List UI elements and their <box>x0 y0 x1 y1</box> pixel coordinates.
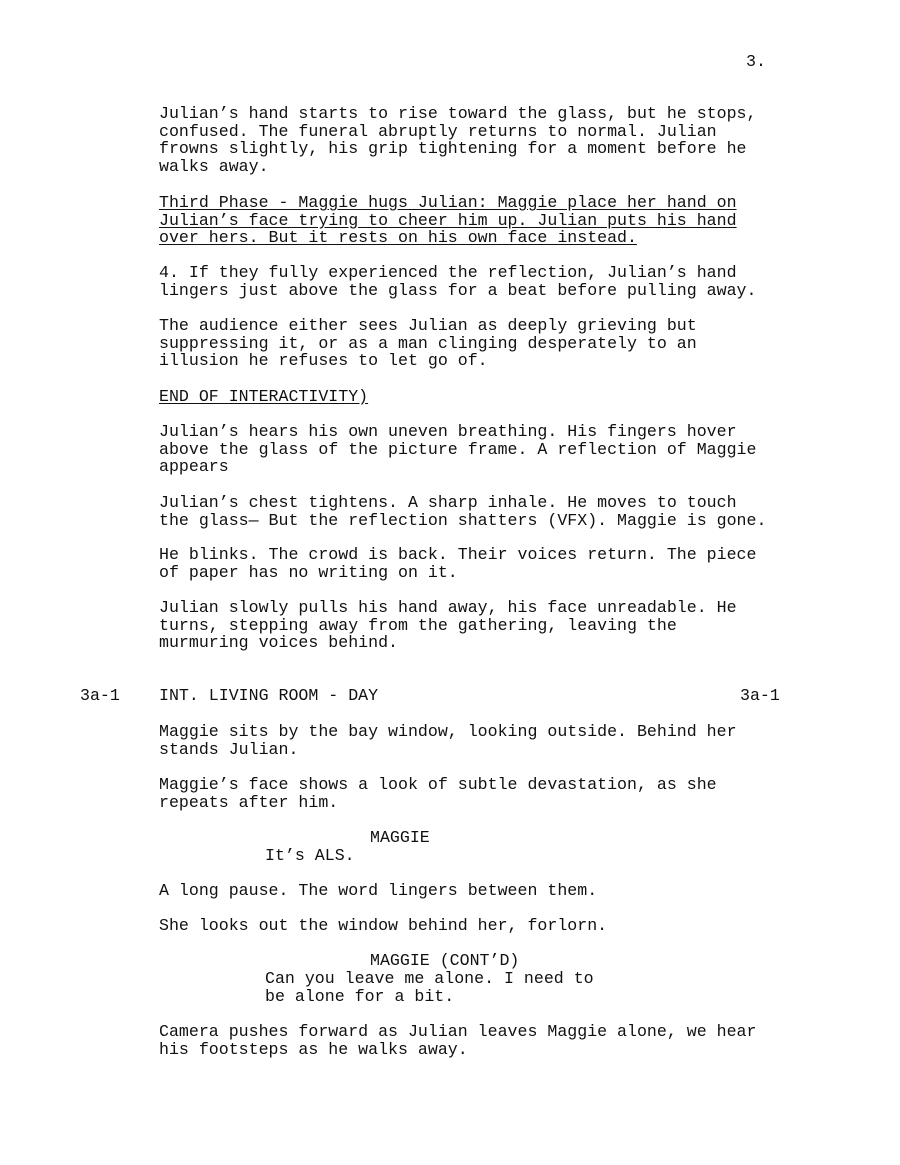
dialogue: It’s ALS. <box>265 846 355 865</box>
action-paragraph: Julian slowly pulls his hand away, his face unreadable. He turns, stepping away from the gathering, leaving the murmuring voices behind. <box>159 598 737 652</box>
action-paragraph: She looks out the window behind her, forlorn. <box>159 916 608 935</box>
end-interactivity-note: END OF INTERACTIVITY) <box>159 387 369 406</box>
action-paragraph: Maggie’s face shows a look of subtle devastation, as she repeats after him. <box>159 775 717 812</box>
phase-note-paragraph: Third Phase - Maggie hugs Julian: Maggie place her hand on Julian’s face trying to cheer him up. Julian puts his hand over hers. But it rests on his own face instead. <box>159 193 737 247</box>
dialogue: Can you leave me alone. I need to be alone for a bit. <box>265 969 594 1006</box>
scene-number-left: 3a-1 <box>80 686 120 705</box>
action-paragraph: A long pause. The word lingers between them. <box>159 881 598 900</box>
character-cue: MAGGIE <box>370 828 430 847</box>
scene-number-right: 3a-1 <box>740 686 780 705</box>
character-cue: MAGGIE (CONT’D) <box>370 951 520 970</box>
action-paragraph: Julian’s hears his own uneven breathing. His fingers hover above the glass of the picture frame. A reflection of Maggie appears <box>159 422 757 476</box>
action-paragraph: Camera pushes forward as Julian leaves Maggie alone, we hear his footsteps as he walks away. <box>159 1022 757 1059</box>
action-paragraph: Maggie sits by the bay window, looking outside. Behind her stands Julian. <box>159 722 737 759</box>
scene-heading: INT. LIVING ROOM - DAY <box>159 686 379 705</box>
action-paragraph: 4. If they fully experienced the reflection, Julian’s hand lingers just above the glass for a beat before pulling away. <box>159 263 757 300</box>
action-paragraph: He blinks. The crowd is back. Their voices return. The piece of paper has no writing on it. <box>159 545 757 582</box>
action-paragraph: The audience either sees Julian as deeply grieving but suppressing it, or as a man clinging desperately to an illusion he refuses to let go of. <box>159 316 697 370</box>
action-paragraph: Julian’s hand starts to rise toward the glass, but he stops, confused. The funeral abruptly returns to normal. Julian frowns slightly, his grip tightening for a moment before he walks away. <box>159 104 757 176</box>
page-number: 3. <box>746 52 766 71</box>
action-paragraph: Julian’s chest tightens. A sharp inhale. He moves to touch the glass— But the reflection shatters (VFX). Maggie is gone. <box>159 493 767 530</box>
